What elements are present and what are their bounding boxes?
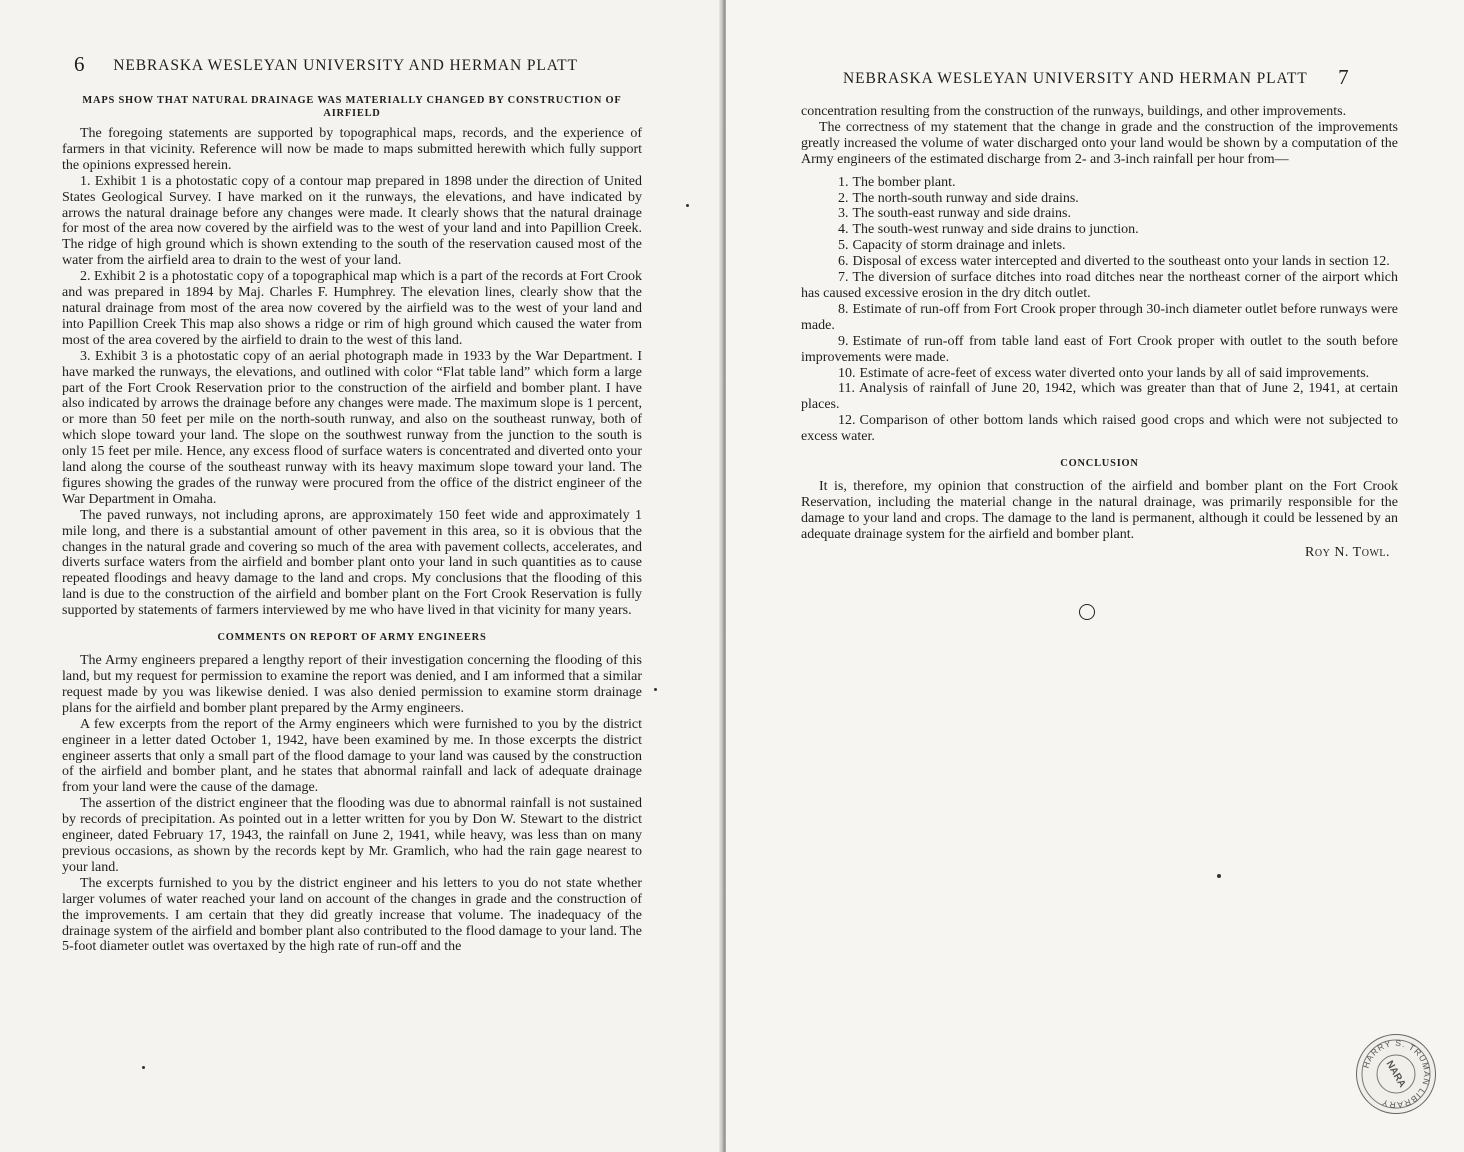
right-page-header [843, 65, 1349, 90]
list-item-number: 10. [838, 365, 856, 381]
paper-speck [1217, 874, 1221, 878]
left-page-body [62, 94, 642, 955]
right-page-body [801, 104, 1398, 561]
list-item [801, 413, 1398, 445]
list-item-text: Comparison of other bottom lands which raised good crops and which were not subjected to excess water. [801, 413, 1398, 445]
list-item-number: 6. [838, 254, 849, 270]
list-item-number: 1. [838, 174, 849, 190]
list-item-number: 3. [838, 206, 849, 222]
list-item-number: 4. [838, 222, 849, 238]
paper-speck [654, 688, 657, 691]
list-item [801, 222, 1398, 238]
paragraph-exhibit-1: 1. Exhibit 1 is a photostatic copy of a contour map prepared in 1898 under the direction of United States Geological Survey. I have marked on it the runways, the elevations, and have indicated by arrows the natural drainage before any changes were made. It clearly shows that the natural drainage for most of the area now covered by the airfield was to the west of your land and into Papillion Creek. The ridge of high ground which is shown extending to the south of the reservation caused most of the water from the airfield area to drain to the west of your land. [62, 173, 642, 269]
list-item-text: The south-west runway and side drains to junction. [852, 222, 1139, 238]
left-running-head: NEBRASKA WESLEYAN UNIVERSITY AND HERMAN PLATT [113, 57, 578, 74]
right-running-head: NEBRASKA WESLEYAN UNIVERSITY AND HERMAN PLATT [843, 70, 1308, 87]
list-item-text: Capacity of storm drainage and inlets. [852, 238, 1066, 254]
paragraph: The assertion of the district engineer that the flooding was due to abnormal rainfall is not sustained by records of precipitation. As pointed out in a letter written for you by Don W. Stewart to the district engineer, dated February 17, 1943, the rainfall on June 2, 1941, while heavy, was less than on many previous occasions, as shown by the records kept by Mr. Gramlich, who had the rain gage nearest to your land. [62, 796, 642, 875]
list-item [801, 302, 1398, 334]
paper-speck [142, 1066, 145, 1069]
list-item [801, 381, 1398, 413]
paper-speck [686, 204, 689, 207]
list-item-number: 2. [838, 190, 849, 206]
left-page-number: 6 [74, 52, 85, 76]
list-item [801, 238, 1398, 254]
list-item-text: The south-east runway and side drains. [852, 206, 1071, 222]
list-item-number: 11. [838, 381, 855, 397]
paragraph-exhibit-3: 3. Exhibit 3 is a photostatic copy of an aerial photograph made in 1933 by the War Department. I have marked the runways, the elevations, and outlined with color “Flat table land” which form a large part of the Fort Crook Reservation prior to the construction of the airfield and bomber plant. I have also indicated by arrows the drainage before any changes were made. The maximum slope is 1 percent, or more than 50 feet per mile on the north-south runway, and also on the southeast runway, both of which slope toward your land. The slope on the southwest runway from the junction to the south is only 15 feet per mile. Hence, any excess flood of surface waters is concentrated and diverted onto your land along the course of the southeast runway with its heavy maximum slope toward your land. The figures showing the grades of the runway were procured from the office of the district engineer of the War Department in Omaha. [62, 348, 642, 507]
signature: Roy N. Towl. [1305, 544, 1390, 560]
list-item [801, 206, 1398, 222]
right-page [726, 0, 1464, 1152]
library-stamp-icon [1356, 1034, 1436, 1114]
section-heading-conclusion: CONCLUSION [1060, 458, 1139, 470]
left-page [0, 0, 722, 1152]
list-item-text: Analysis of rainfall of June 20, 1942, which was greater than that of June 2, 1941, at certain places. [801, 381, 1398, 413]
left-page-header [74, 52, 578, 77]
computation-list [801, 175, 1398, 445]
list-item [801, 175, 1398, 191]
list-item-number: 12. [838, 413, 856, 429]
list-item [801, 254, 1398, 270]
paragraph-exhibit-2: 2. Exhibit 2 is a photostatic copy of a topographical map which is a part of the records at Fort Crook and was prepared in 1894 by Maj. Charles F. Humphrey. The elevation lines, clearly show that the natural drainage from most of the area now covered by the airfield was to the west of your land and into Papillion Creek This map also shows a ridge or rim of high ground which caused the water from most of the area covered by the airfield to drain to the west of this land. [62, 269, 642, 348]
paragraph: The paved runways, not including aprons, are approximately 150 feet wide and approximately 1 mile long, and there is a substantial amount of other pavement in this area, so it is obvious that the changes in the natural grade and covering so much of the area with pavement collects, accelerates, and diverts surface waters from the airfield and bomber plant onto your land in such quantities as to cause repeated floodings and heavy damage to the land and crops. My conclusions that the flooding of this land is due to the construction of the airfield and bomber plant on the Fort Crook Reservation is fully supported by statements of farmers interviewed by me who have lived in that vicinity for many years. [62, 507, 642, 619]
paragraph: The Army engineers prepared a lengthy report of their investigation concerning the flooding of this land, but my request for permission to examine the report was denied, and I am informed that a similar request made by you was likewise denied. I was also denied permission to examine storm drainage plans for the airfield and bomber plant prepared by the Army engineers. [62, 653, 642, 716]
stamp-outer-text: HARRY S. TRUMAN LIBRARY [1360, 1037, 1433, 1111]
section-heading-army-engineers: COMMENTS ON REPORT OF ARMY ENGINEERS [217, 632, 487, 644]
list-item-text: The bomber plant. [852, 174, 956, 190]
list-item-text: The diversion of surface ditches into road ditches near the northeast corner of the airport which has caused excessive erosion in the dry ditch outlet. [801, 270, 1398, 301]
end-circle-icon [1079, 604, 1095, 620]
list-item [801, 191, 1398, 207]
right-page-number: 7 [1338, 65, 1349, 89]
list-item-number: 7. [838, 270, 849, 286]
paragraph: The correctness of my statement that the change in grade and the construction of the improvements greatly increased the volume of water discharged onto your land would be shown by a computation of the Army engineers of the estimated discharge from 2- and 3-inch rainfall per hour from— [801, 119, 1398, 167]
list-item-text: Estimate of run-off from Fort Crook proper through 30-inch diameter outlet before runways were made. [801, 301, 1398, 333]
continuation-paragraph: concentration resulting from the construction of the runways, buildings, and other improvements. [801, 104, 1347, 119]
list-item-text: Estimate of acre-feet of excess water diverted onto your lands by all of said improvements. [859, 365, 1370, 381]
list-item [801, 366, 1398, 382]
list-item-text: Estimate of run-off from table land east of Fort Crook proper with outlet to the south before improvements were made. [801, 333, 1398, 365]
paragraph: A few excerpts from the report of the Army engineers which were furnished to you by the district engineer in a letter dated October 1, 1942, have been examined by me. In those excerpts the district engineer asserts that only a small part of the flood damage to your land was caused by the construction of the airfield and bomber plant, and he states that abnormal rainfall and lack of adequate drainage from your land were the cause of the damage. [62, 716, 642, 796]
stamp-seal [1357, 1035, 1435, 1113]
list-item-text: Disposal of excess water intercepted and diverted to the southeast onto your lands in section 12. [852, 254, 1390, 270]
section-heading-maps: MAPS SHOW THAT NATURAL DRAINAGE WAS MATERIALLY CHANGED BY CONSTRUCTION OF AIRFIELD [82, 95, 622, 119]
list-item-number: 8. [838, 301, 849, 317]
list-item-number: 5. [838, 238, 849, 254]
list-item [801, 334, 1398, 366]
paragraph: The foregoing statements are supported by topographical maps, records, and the experience of farmers in that vicinity. Reference will now be made to maps submitted herewith which fully support the opinions expressed herein. [62, 126, 642, 173]
list-item [801, 270, 1398, 302]
stamp-inner-text: NARA [1383, 1058, 1408, 1090]
conclusion-paragraph: It is, therefore, my opinion that construction of the airfield and bomber plant on the Fort Crook Reservation, including the material change in the natural drainage, was primarily responsible for the damage to your land and crops. The damage to the land is permanent, although it could be lessened by an adequate drainage system for the airfield and bomber plant. [801, 479, 1398, 542]
list-item-text: The north-south runway and side drains. [852, 190, 1079, 206]
paragraph: The excerpts furnished to you by the district engineer and his letters to you do not state whether larger volumes of water reached your land on account of the changes in grade and the construction of the improvements. I am certain that they did greatly increase that volume. The inadequacy of the drainage system of the airfield and bomber plant also contributed to the flood damage to your land. The 5-foot diameter outlet was overtaxed by the high rate of run-off and the [62, 875, 642, 955]
list-item-number: 9. [838, 333, 849, 349]
